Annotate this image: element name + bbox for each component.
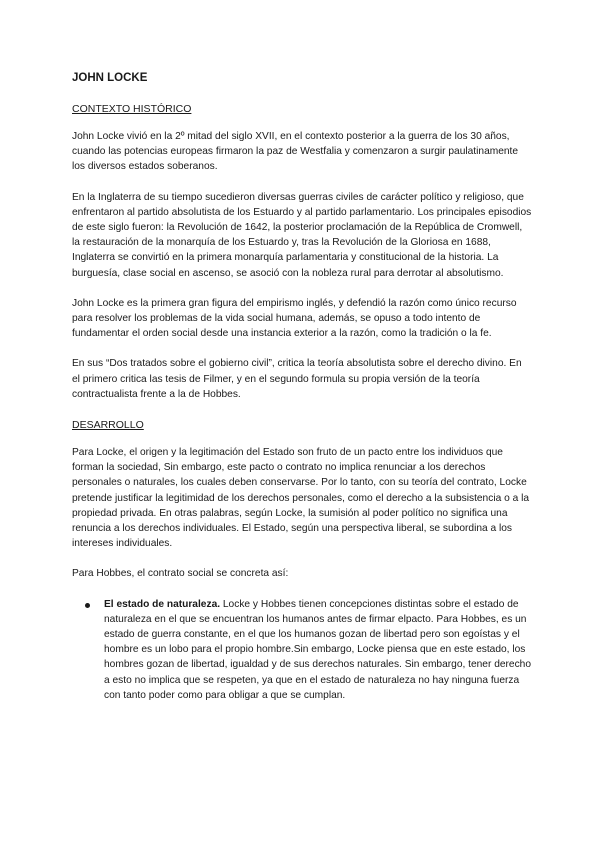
document-page xyxy=(72,70,532,703)
list-item-term: El estado de naturaleza. xyxy=(104,598,221,610)
bullet-icon xyxy=(85,603,90,608)
section-heading-contexto: CONTEXTO HISTÓRICO xyxy=(72,103,192,115)
list-item-text: Locke y Hobbes tienen concepciones distintas sobre el estado de naturaleza en el que se encuentran los humanos antes de firmar elpacto. Para Hobbes, es un estado de guerra constante, en el que los humanos gozan de libertad pero son egoístas y el hombre es un lobo para el propio hombre.Sin embargo, Locke piensa que en este estado, los hombres gozan de libertad, igualdad y de sus derechos naturales. Sin embargo, tener derecho a esto no implica que se respeten, ya que en el estado de naturaleza no hay ninguna fuerza con tanto poder como para obligar a que se cumplan. xyxy=(104,598,532,701)
paragraph: Para Locke, el origen y la legitimación del Estado son fruto de un pacto entre los individuos que forman la sociedad, Sin embargo, este pacto o contrato no implica renunciar a los derechos personales o naturales, los cuales deben conservarse. Por lo tanto, con su teoría del contrato, Locke pretende justificar la legitimidad de los derechos personales, como el derecho a la subsistencia o a la propiedad privada. En otras palabras, según Locke, la sumisión al poder político no significa una renuncia a los derechos individuales. El Estado, según una perspectiva liberal, se subordina a los intereses individuales. xyxy=(72,447,529,550)
list-item xyxy=(104,597,532,703)
section-heading-desarrollo: DESARROLLO xyxy=(72,419,144,432)
paragraph: John Locke es la primera gran figura del empirismo inglés, y defendió la razón como único recurso para resolver los problemas de la vida social humana, además, se opuso a todo intento de fundamentar el orden social desde una instancia exterior a la razón, como la tradición o la fe. xyxy=(72,297,517,340)
paragraph: John Locke vivió en la 2º mitad del siglo XVII, en el contexto posterior a la guerra de los 30 años, cuando las potencias europeas firmaron la paz de Westfalia y comenzaron a surgir paulatinamente los diversos estados soberanos. xyxy=(72,131,519,173)
paragraph: Para Hobbes, el contrato social se concreta así: xyxy=(72,568,289,580)
bullet-list xyxy=(72,597,532,703)
paragraph: En sus “Dos tratados sobre el gobierno civil”, critica la teoría absolutista sobre el derecho divino. En el primero critica las tesis de Filmer, y en el segundo formula su propia versión de la teoría contractualista frente a la de Hobbes. xyxy=(72,358,522,400)
paragraph: En la Inglaterra de su tiempo sucedieron diversas guerras civiles de carácter político y religioso, que enfrentaron al partido absolutista de los Estuardo y al partido parlamentario. Los principales episodios de este siglo fueron: la Revolución de 1642, la posterior proclamación de la República de Cromwell, la restauración de la monarquía de los Estuardo y, tras la Revolución de la Gloriosa en 1688, Inglaterra se convirtió en la primera monarquía parlamentaria y constitucional de la historia. La burguesía, clase social en ascenso, se asoció con la nobleza rural para derrotar al absolutismo. xyxy=(72,191,532,279)
document-title: JOHN LOCKE xyxy=(72,72,148,84)
